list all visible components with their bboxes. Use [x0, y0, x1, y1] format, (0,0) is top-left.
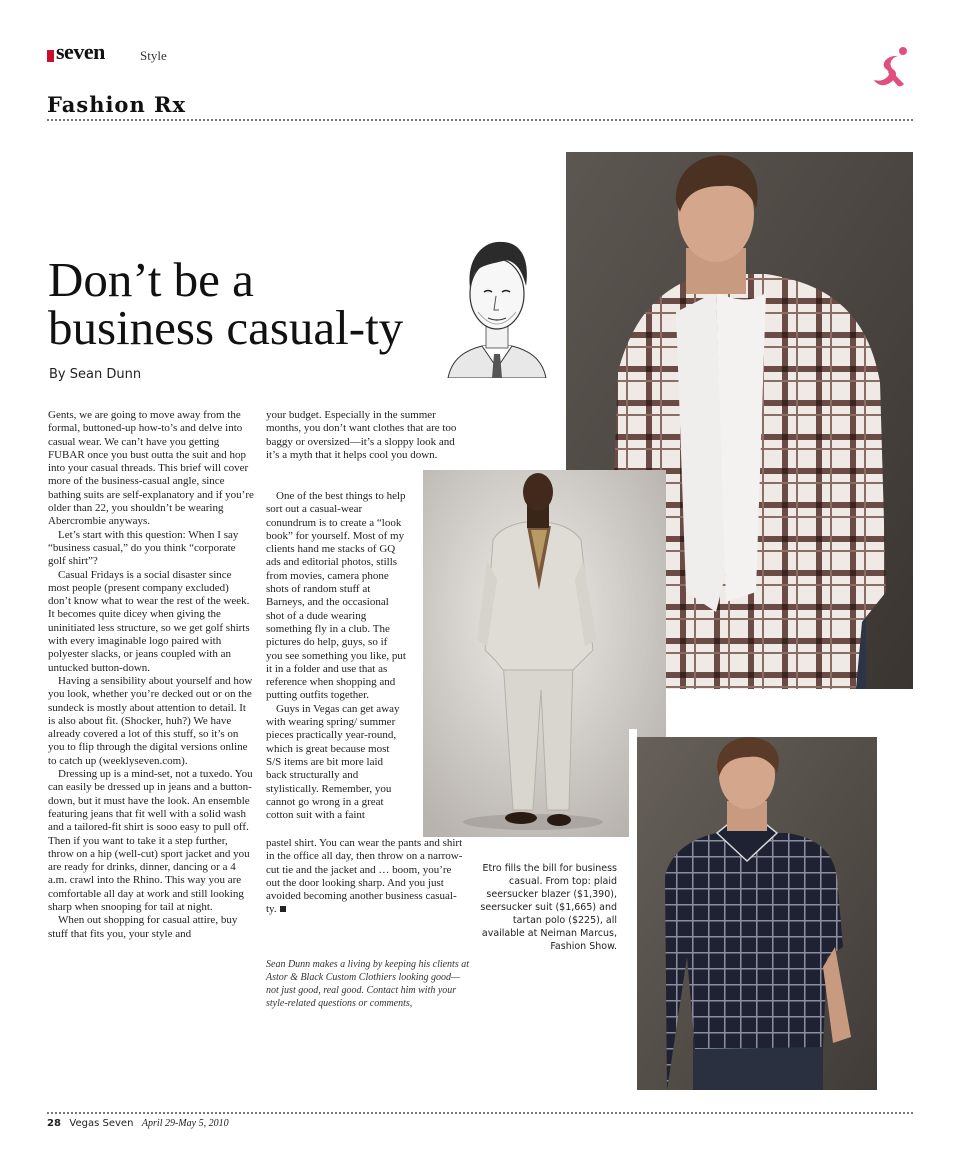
paragraph: Gents, we are going to move away from the formal, buttoned-up how-to’s and delve into casual wear. We can’t have you getting FUBAR once you bust outta the suit and hop into your casual threads. This brief will cover more of the business-casual angle, since bathing suits are self-explanatory and if you’re older than 22, you shouldn’t be wearing Abercrombie anyways.: [48, 409, 254, 528]
author-bio: Sean Dunn makes a living by keeping his clients at Astor & Black Custom Clothiers looking good—not just good, real good. Contact him with your style-related questions or comments,: [266, 959, 470, 1009]
article-column-1: [48, 409, 254, 941]
column-title: Fashion Rx: [47, 92, 186, 117]
article-column-2-top: [266, 409, 466, 462]
section-label: Style: [140, 48, 167, 63]
byline: By Sean Dunn: [49, 367, 142, 382]
header-divider: [47, 119, 913, 121]
headline-line-2: business casual-ty: [48, 300, 404, 355]
headline: [48, 252, 448, 355]
pink-ribbon-icon: [868, 44, 912, 90]
headline-line-1: Don’t be a: [48, 252, 254, 307]
page-number: 28: [47, 1118, 61, 1129]
paragraph: pastel shirt. You can wear the pants and shirt in the office all day, then throw on a narrow-cut tie and the jacket and … boom, you’re out the door looking sharp. And you just avoided becoming another business casual-ty.: [266, 837, 463, 916]
brand-mark: [47, 50, 54, 62]
article-column-2-bottom: [266, 837, 466, 917]
end-mark-icon: [280, 906, 286, 912]
paragraph: Casual Fridays is a social disaster since most people (present company excluded) don’t know what to wear the rest of the week. It becomes quite dicey when giving the uninitiated less structure, so we get golf shirts with every imaginable logo paired with polyester slacks, or jeans coupled with an untucked button-down.: [48, 568, 250, 674]
magazine-name: Vegas Seven: [69, 1118, 134, 1129]
photo-frame: [629, 729, 637, 1090]
footer: [47, 1117, 229, 1130]
paragraph: Let’s start with this question: When I say “business casual,” do you think “corporate golf shirt”?: [48, 528, 239, 568]
paragraph: When out shopping for casual attire, buy stuff that fits you, your style and: [48, 914, 238, 940]
paragraph: Guys in Vegas can get away with wearing spring/ summer pieces practically year-round, which is great because most S/S items are bit more laid back structurally and stylistically. Remember, you cannot go wrong in a great cotton suit with a faint: [266, 702, 400, 822]
brand-logo: seven: [56, 39, 105, 64]
paragraph: your budget. Especially in the summer months, you don’t want clothes that are too baggy or oversized—it’s a sloppy look and it’s a myth that it helps cool you down.: [266, 409, 457, 461]
footer-divider: [47, 1112, 913, 1114]
paragraph: Dressing up is a mind-set, not a tuxedo. You can easily be dressed up in jeans and a button-down, but it must have the look. An ensemble featuring jeans that fit well with a solid wash and a tailored-fit shirt is sooo easy to pull off. Then if you want to take it a step further, throw on a hip (well-cut) sport jacket and you are ready for drinks, dinner, dancing or a 4 a.m. crawl into the Rhino. This way you are comfortable all day at work and still looking sharp when snooping for tail at night.: [48, 768, 253, 913]
issue-date: April 29-May 5, 2010: [141, 1118, 229, 1129]
photo-caption: Etro fills the bill for business casual. From top: plaid seersucker blazer ($1,390), seersucker suit ($1,665) and tartan polo ($225), all available at Neiman Marcus, Fashion Show.: [480, 863, 617, 952]
author-portrait-sketch: [444, 230, 550, 378]
paragraph: One of the best things to help sort out a casual-wear conundrum is to create a “look book” for yourself. Most of my clients hand me stacks of GQ ads and editorial photos, stills from movies, camera phone shots of random stuff at Barneys, and the occasional shot of a dude wearing something fly in a club. The pictures do help, guys, so if you see something you like, put it in a folder and use that as reference when shopping and putting outfits together.: [266, 490, 406, 702]
paragraph: Having a sensibility about yourself and how you look, whether you’re decked out or on the sundeck is mostly about attention to detail. It is also about fit. (Shocker, huh?) We have already covered a lot of this stuff, so it’s on you to flip through the digital versions online to catch up (weeklyseven.com).: [48, 674, 253, 767]
photo-tartan-polo: [637, 737, 877, 1090]
article-column-2-middle: [266, 490, 406, 822]
